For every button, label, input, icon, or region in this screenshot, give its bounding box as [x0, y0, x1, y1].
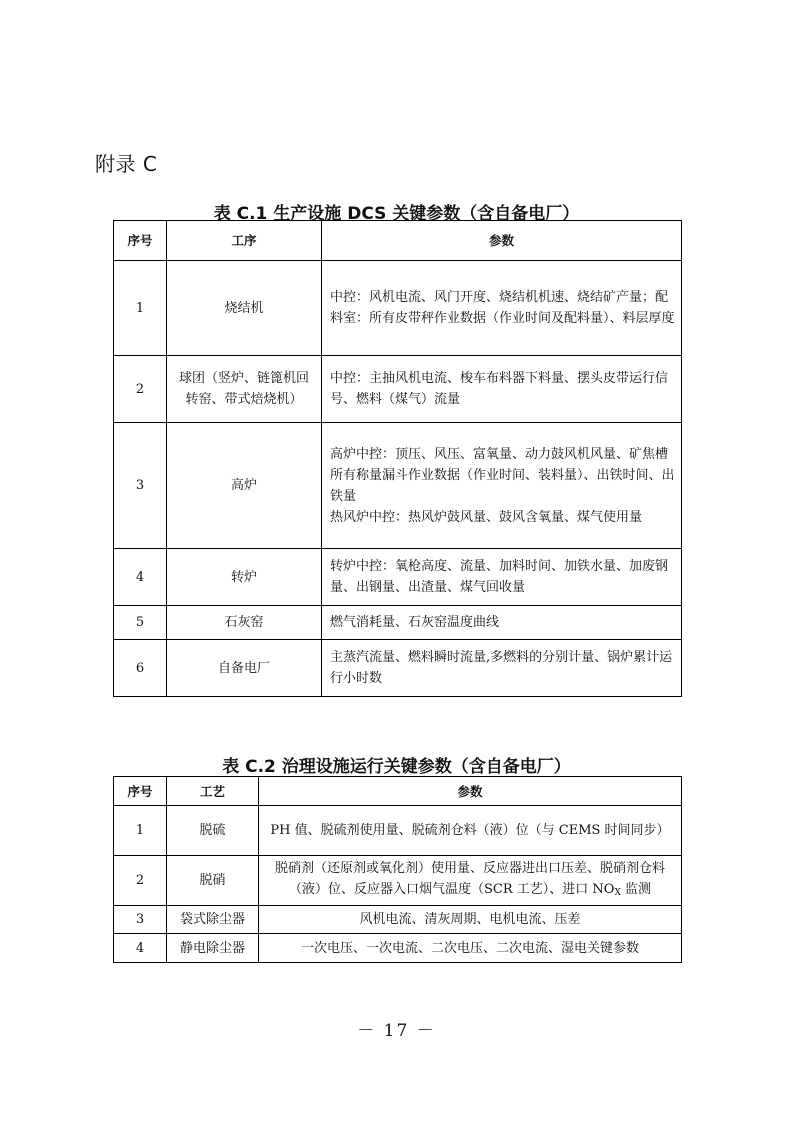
cell-params: PH 值、脱硫剂使用量、脱硫剂仓料（液）位（与 CEMS 时间同步） [259, 806, 682, 856]
cell-process: 转炉 [167, 549, 322, 606]
params-hot-blast-stove: 热风炉中控：热风炉鼓风量、鼓风含氧量、煤气使用量 [330, 509, 643, 525]
header-process: 工序 [167, 221, 322, 261]
table-row [114, 261, 682, 356]
cell-process: 自备电厂 [167, 640, 322, 697]
cell-process: 球团（竖炉、链篦机回转窑、带式焙烧机） [167, 356, 322, 423]
page-number: － 17 － [357, 1021, 436, 1041]
cell-process: 高炉 [167, 423, 322, 549]
table-c2-title: 表 C.2 治理设施运行关键参数（含自备电厂） [222, 757, 571, 777]
header-process: 工艺 [167, 777, 259, 806]
table-header-row [114, 221, 682, 261]
table-row [114, 906, 682, 934]
cell-no: 2 [114, 856, 167, 906]
cell-no: 1 [114, 261, 167, 356]
params-blast-furnace-control: 高炉中控：顶压、风压、富氧量、动力鼓风机风量、矿焦槽所有称量漏斗作业数据（作业时间、装料量）、出铁时间、出铁量 [330, 446, 675, 504]
params-text: 脱硝剂（还原剂或氧化剂）使用量、反应器进出口压差、脱硝剂仓料（液）位、反应器入口烟气温度（SCR 工艺）、进口 NO [274, 860, 665, 897]
table-row [114, 806, 682, 856]
cell-params [259, 856, 682, 906]
cell-process: 石灰窑 [167, 606, 322, 640]
cell-no: 1 [114, 806, 167, 856]
cell-no: 4 [114, 934, 167, 963]
cell-no: 3 [114, 423, 167, 549]
table-c1-title: 表 C.1 生产设施 DCS 关键参数（含自备电厂） [213, 204, 580, 224]
table-row [114, 640, 682, 697]
cell-params: 一次电压、一次电流、二次电压、二次电流、湿电关键参数 [259, 934, 682, 963]
table-c2 [113, 776, 682, 963]
appendix-heading: 附录 C [95, 152, 158, 176]
params-subscript: X [614, 887, 621, 898]
cell-no: 5 [114, 606, 167, 640]
table-c1 [113, 220, 682, 697]
cell-params: 风机电流、清灰周期、电机电流、压差 [259, 906, 682, 934]
table-header-row [114, 777, 682, 806]
cell-params: 燃气消耗量、石灰窑温度曲线 [322, 606, 682, 640]
params-text-end: 监测 [620, 881, 651, 897]
cell-params: 中控：风机电流、风门开度、烧结机机速、烧结矿产量；配料室：所有皮带秤作业数据（作业时间及配料量）、料层厚度 [322, 261, 682, 356]
cell-process: 脱硝 [167, 856, 259, 906]
cell-process: 静电除尘器 [167, 934, 259, 963]
header-params: 参数 [259, 777, 682, 806]
cell-process: 烧结机 [167, 261, 322, 356]
header-no: 序号 [114, 221, 167, 261]
cell-no: 6 [114, 640, 167, 697]
header-params: 参数 [322, 221, 682, 261]
table-row [114, 934, 682, 963]
cell-params: 主蒸汽流量、燃料瞬时流量,多燃料的分别计量、锅炉累计运行小时数 [322, 640, 682, 697]
cell-no: 3 [114, 906, 167, 934]
table-row [114, 856, 682, 906]
table-row [114, 423, 682, 549]
cell-no: 4 [114, 549, 167, 606]
cell-process: 袋式除尘器 [167, 906, 259, 934]
header-no: 序号 [114, 777, 167, 806]
cell-no: 2 [114, 356, 167, 423]
cell-params [322, 423, 682, 549]
table-row [114, 549, 682, 606]
cell-params: 中控：主抽风机电流、梭车布料器下料量、摆头皮带运行信号、燃料（煤气）流量 [322, 356, 682, 423]
cell-params: 转炉中控：氧枪高度、流量、加料时间、加铁水量、加废钢量、出钢量、出渣量、煤气回收量 [322, 549, 682, 606]
cell-process: 脱硫 [167, 806, 259, 856]
table-row [114, 606, 682, 640]
table-row [114, 356, 682, 423]
